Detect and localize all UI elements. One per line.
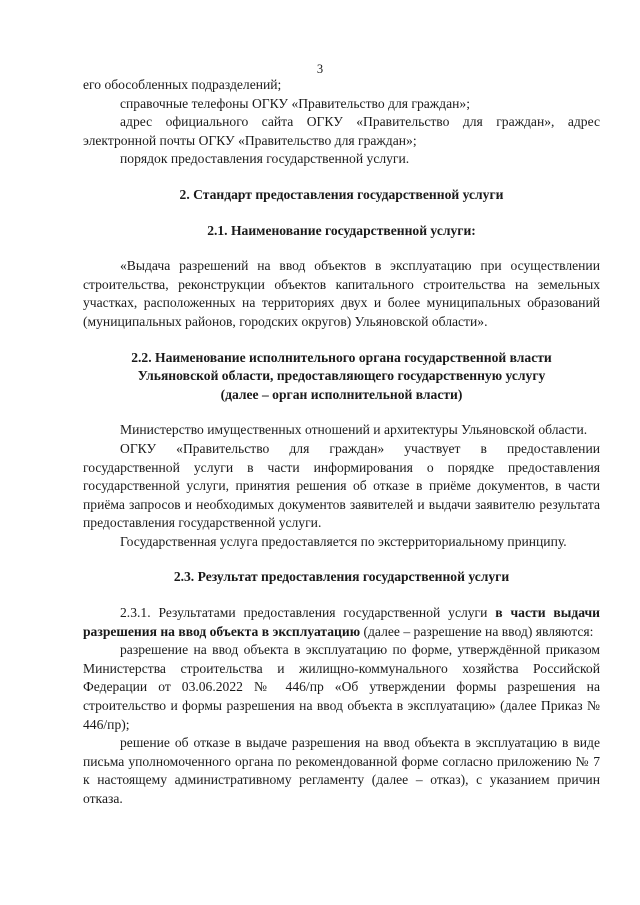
page-number: 3 [316,62,324,76]
section-2-2-heading-line1: 2.2. Наименование исполнительного органа государственной власти [131,349,552,365]
results-paragraph-end: (далее – разрешение на ввод) являются: [360,623,594,639]
refusal-paragraph: решение об отказе в выдаче разрешения на ввод объекта в эксплуатацию в виде письма уполномоченного органа по рекомендованной форме согласно приложению № 7 к настоящему административному регламенту (далее – отказ), с указанием причин отказа. [83,735,600,806]
ministry-paragraph: Министерство имущественных отношений и архитектуры Ульяновской области. [120,422,588,438]
intro-line-procedure: порядок предоставления государственной услуги. [120,151,410,167]
section-2-1-heading: 2.1. Наименование государственной услуги: [207,222,476,238]
results-paragraph-bold: в части выдачи разрешения на ввод объекта в эксплуатацию [83,605,600,639]
ogku-participation-paragraph: ОГКУ «Правительство для граждан» участвует в предоставлении государственной услуги в части информирования о порядке предоставления государственной услуги, принятия решения об отказе в приёме документов, в части приёма запросов и необходимых документов заявителей и выдачи заявителю результата предоставления государственной услуги. [83,440,600,531]
intro-line-phones: справочные телефоны ОГКУ «Правительство для граждан»; [120,95,470,111]
section-2-2-heading-line2: Ульяновской области, предоставляющего государственную услугу [137,368,546,384]
extraterritorial-paragraph: Государственная услуга предоставляется по экстерриториальному принципу. [120,533,567,549]
section-2-2-heading-line3: (далее – орган исполнительной власти) [220,386,463,402]
section-2-3-heading: 2.3. Результат предоставления государственной услуги [173,569,510,585]
document-body [83,76,600,809]
service-name-paragraph: «Выдача разрешений на ввод объектов в эксплуатацию при осуществлении строительства, реконструкции объектов капитального строительства на земельных участках, расположенных на территориях двух и более муниципальных образований (муниципальных районов, городских округов) Ульяновской области». [83,258,600,329]
intro-line-branches: его обособленных подразделений; [83,77,282,92]
results-paragraph-start: 2.3.1. Результатами предоставления государственной услуги [120,605,496,621]
permit-form-paragraph: разрешение на ввод объекта в эксплуатацию по форме, утверждённой приказом Министерства строительства и жилищно-коммунального хозяйства Российской Федерации от 03.06.2022 № 446/пр «Об утверждении формы разрешения на строительство и формы разрешения на ввод объекта в эксплуатацию» (далее Приказ № 446/пр); [83,642,600,732]
results-paragraph [83,604,600,641]
section-2-heading: 2. Стандарт предоставления государственной услуги [179,186,504,202]
intro-line-site: адрес официального сайта ОГКУ «Правительство для граждан», адрес электронной почты ОГКУ «Правительство для граждан»; [83,114,600,148]
